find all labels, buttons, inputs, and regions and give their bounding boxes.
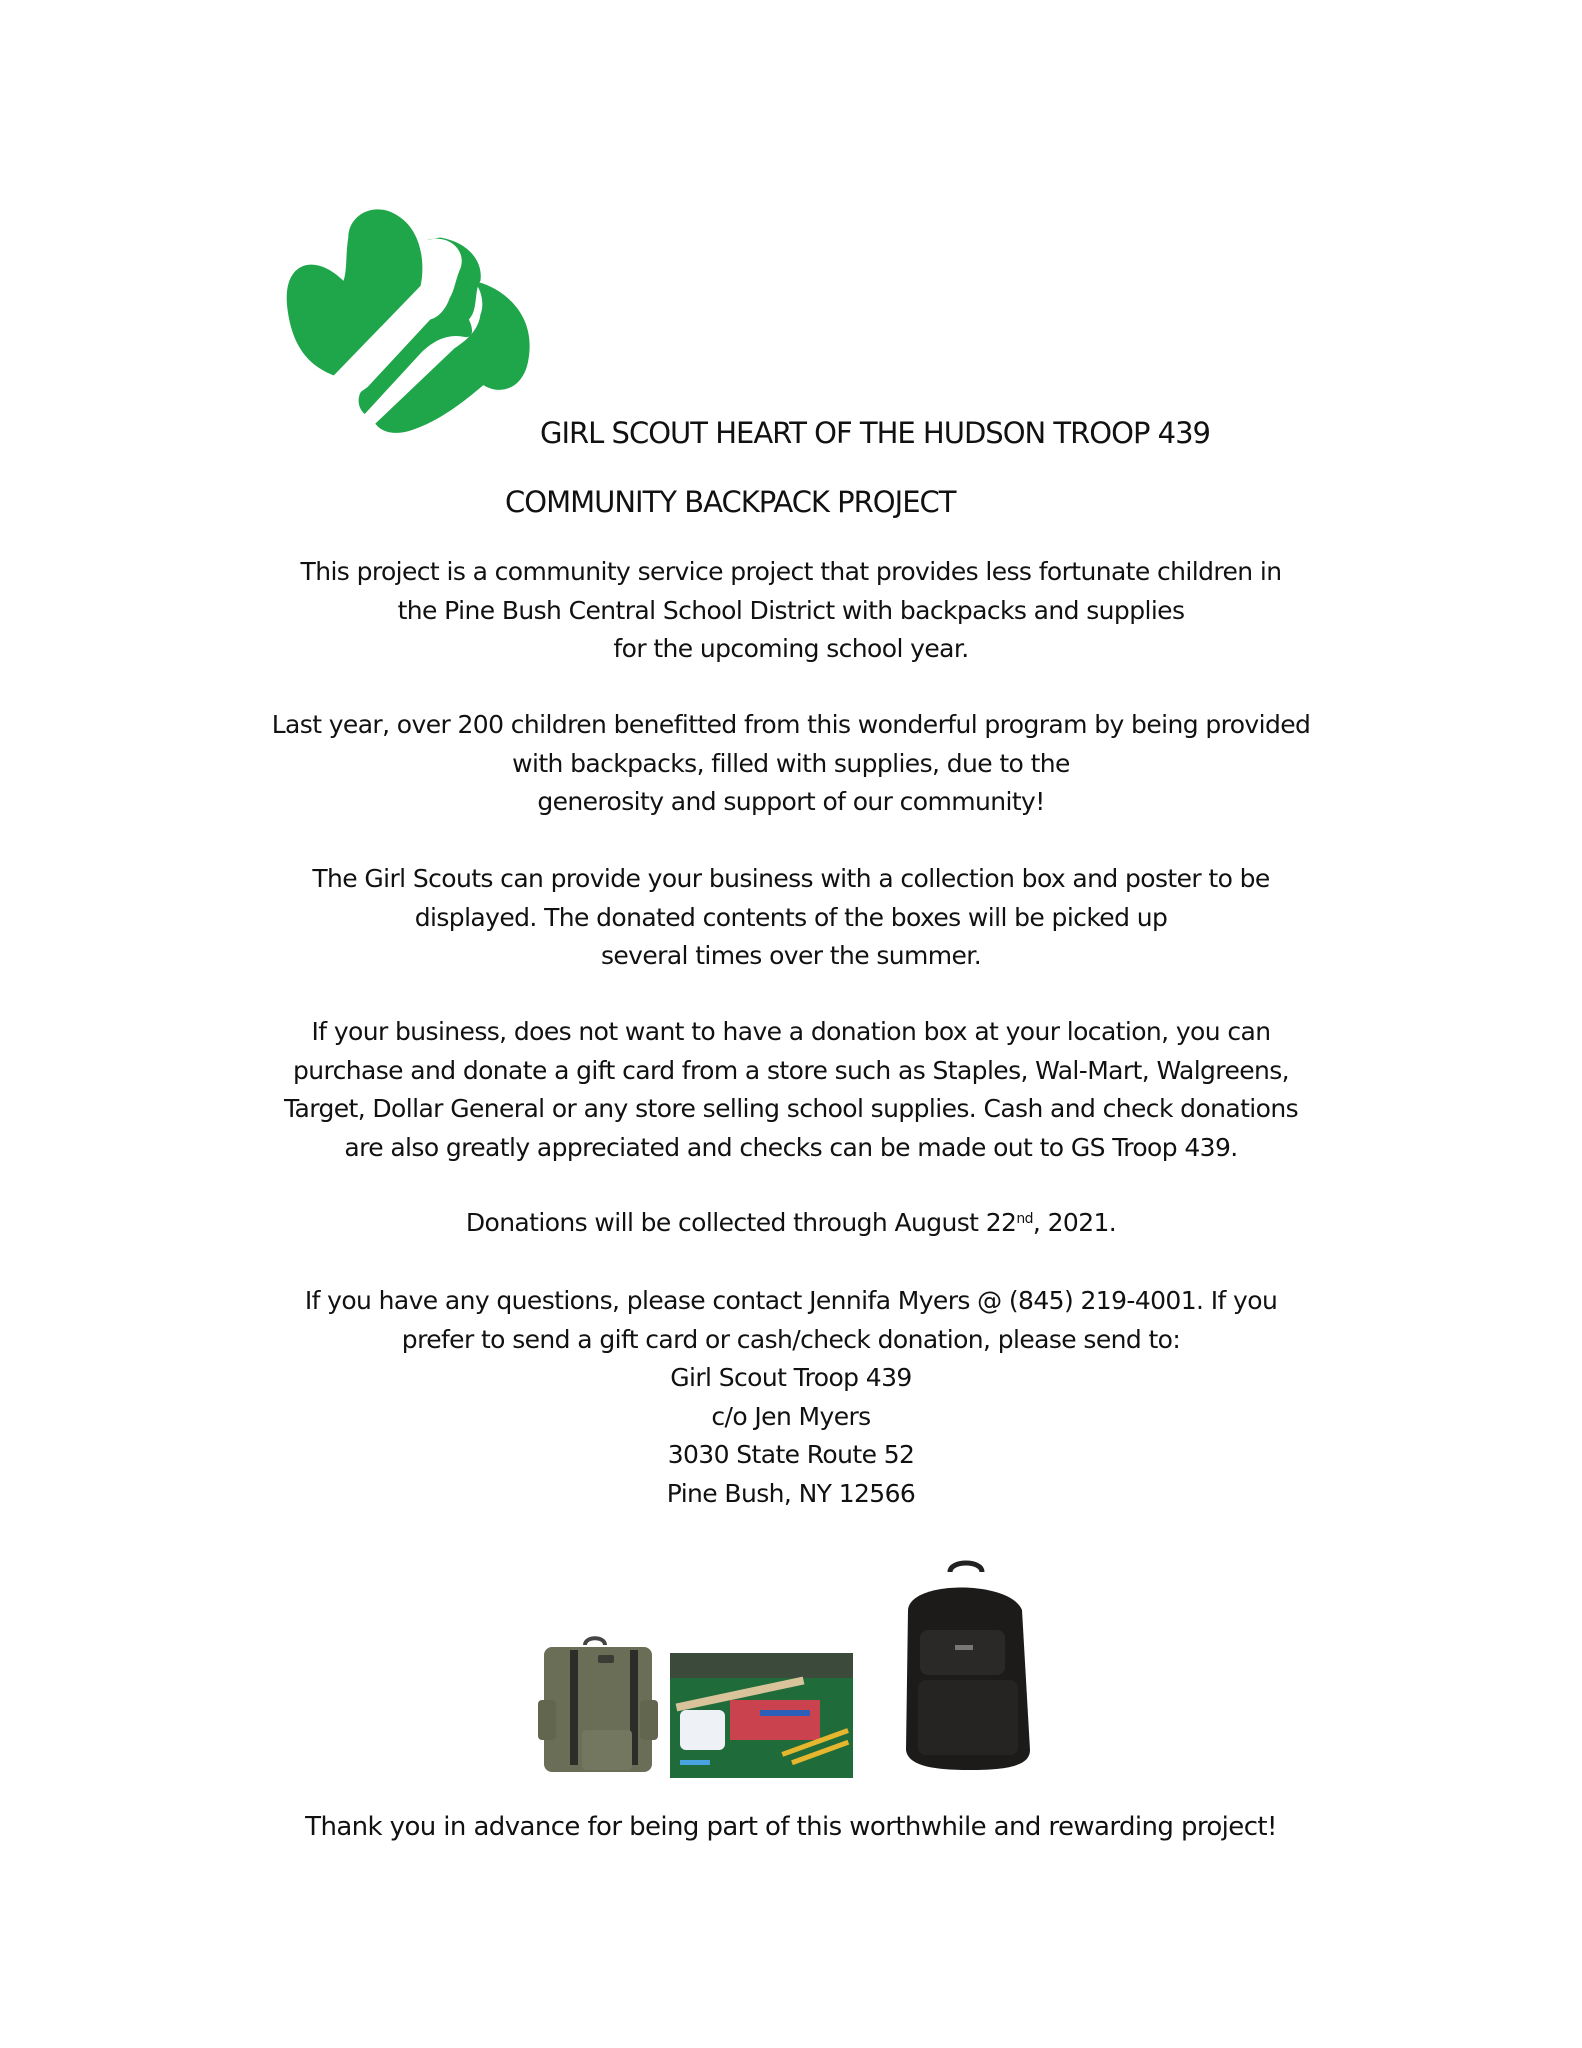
gift-card-paragraph bbox=[160, 1013, 1422, 1167]
collection-line: The Girl Scouts can provide your business with a collection box and poster to be bbox=[312, 864, 1270, 893]
gift-card-line: If your business, does not want to have a donation box at your location, you can bbox=[311, 1017, 1271, 1046]
intro-line: the Pine Bush Central School District with backpacks and supplies bbox=[397, 595, 1185, 625]
gift-card-line: are also greatly appreciated and checks can be made out to GS Troop 439. bbox=[344, 1132, 1238, 1162]
intro-line: This project is a community service project that provides less fortunate children in bbox=[300, 557, 1282, 586]
deadline-ordinal: nd bbox=[1016, 1211, 1033, 1227]
collection-paragraph bbox=[160, 860, 1422, 976]
last-year-line: Last year, over 200 children benefitted from this wonderful program by being provided bbox=[271, 710, 1311, 739]
deadline-suffix: , 2021. bbox=[1032, 1208, 1117, 1237]
deadline-prefix: Donations will be collected through August 22 bbox=[465, 1208, 1017, 1237]
address-line: Girl Scout Troop 439 bbox=[670, 1363, 912, 1392]
address-line: c/o Jen Myers bbox=[711, 1401, 871, 1431]
contact-line: prefer to send a gift card or cash/check donation, please send to: bbox=[401, 1324, 1181, 1354]
green-backpack-image bbox=[538, 1638, 658, 1772]
thank-you-message: Thank you in advance for being part of this worthwhile and rewarding project! bbox=[305, 1812, 1277, 1842]
school-supplies-image bbox=[670, 1653, 853, 1778]
address-line: Pine Bush, NY 12566 bbox=[666, 1478, 916, 1508]
address-line: 3030 State Route 52 bbox=[667, 1440, 915, 1469]
last-year-line: with backpacks, filled with supplies, due to the bbox=[512, 748, 1070, 778]
intro-paragraph bbox=[160, 553, 1422, 669]
deadline-line bbox=[160, 1204, 1422, 1243]
supplies-images bbox=[530, 1550, 1060, 1780]
collection-line: displayed. The donated contents of the boxes will be picked up bbox=[414, 902, 1168, 932]
gift-card-line: purchase and donate a gift card from a store such as Staples, Wal-Mart, Walgreens, bbox=[292, 1055, 1290, 1085]
last-year-paragraph bbox=[160, 706, 1422, 822]
deadline-paragraph bbox=[160, 1204, 1422, 1243]
girl-scouts-trefoil-logo bbox=[276, 192, 546, 447]
gift-card-line: Target, Dollar General or any store selling school supplies. Cash and check donations bbox=[283, 1094, 1299, 1123]
contact-paragraph bbox=[160, 1282, 1422, 1513]
project-title: COMMUNITY BACKPACK PROJECT bbox=[505, 485, 956, 519]
collection-line: several times over the summer. bbox=[600, 941, 982, 970]
contact-line: If you have any questions, please contact Jennifa Myers @ (845) 219-4001. If you bbox=[304, 1286, 1278, 1315]
org-heading: GIRL SCOUT HEART OF THE HUDSON TROOP 439 bbox=[540, 416, 1211, 450]
intro-line: for the upcoming school year. bbox=[613, 634, 969, 663]
black-backpack-image bbox=[906, 1563, 1030, 1770]
last-year-line: generosity and support of our community! bbox=[537, 787, 1045, 816]
